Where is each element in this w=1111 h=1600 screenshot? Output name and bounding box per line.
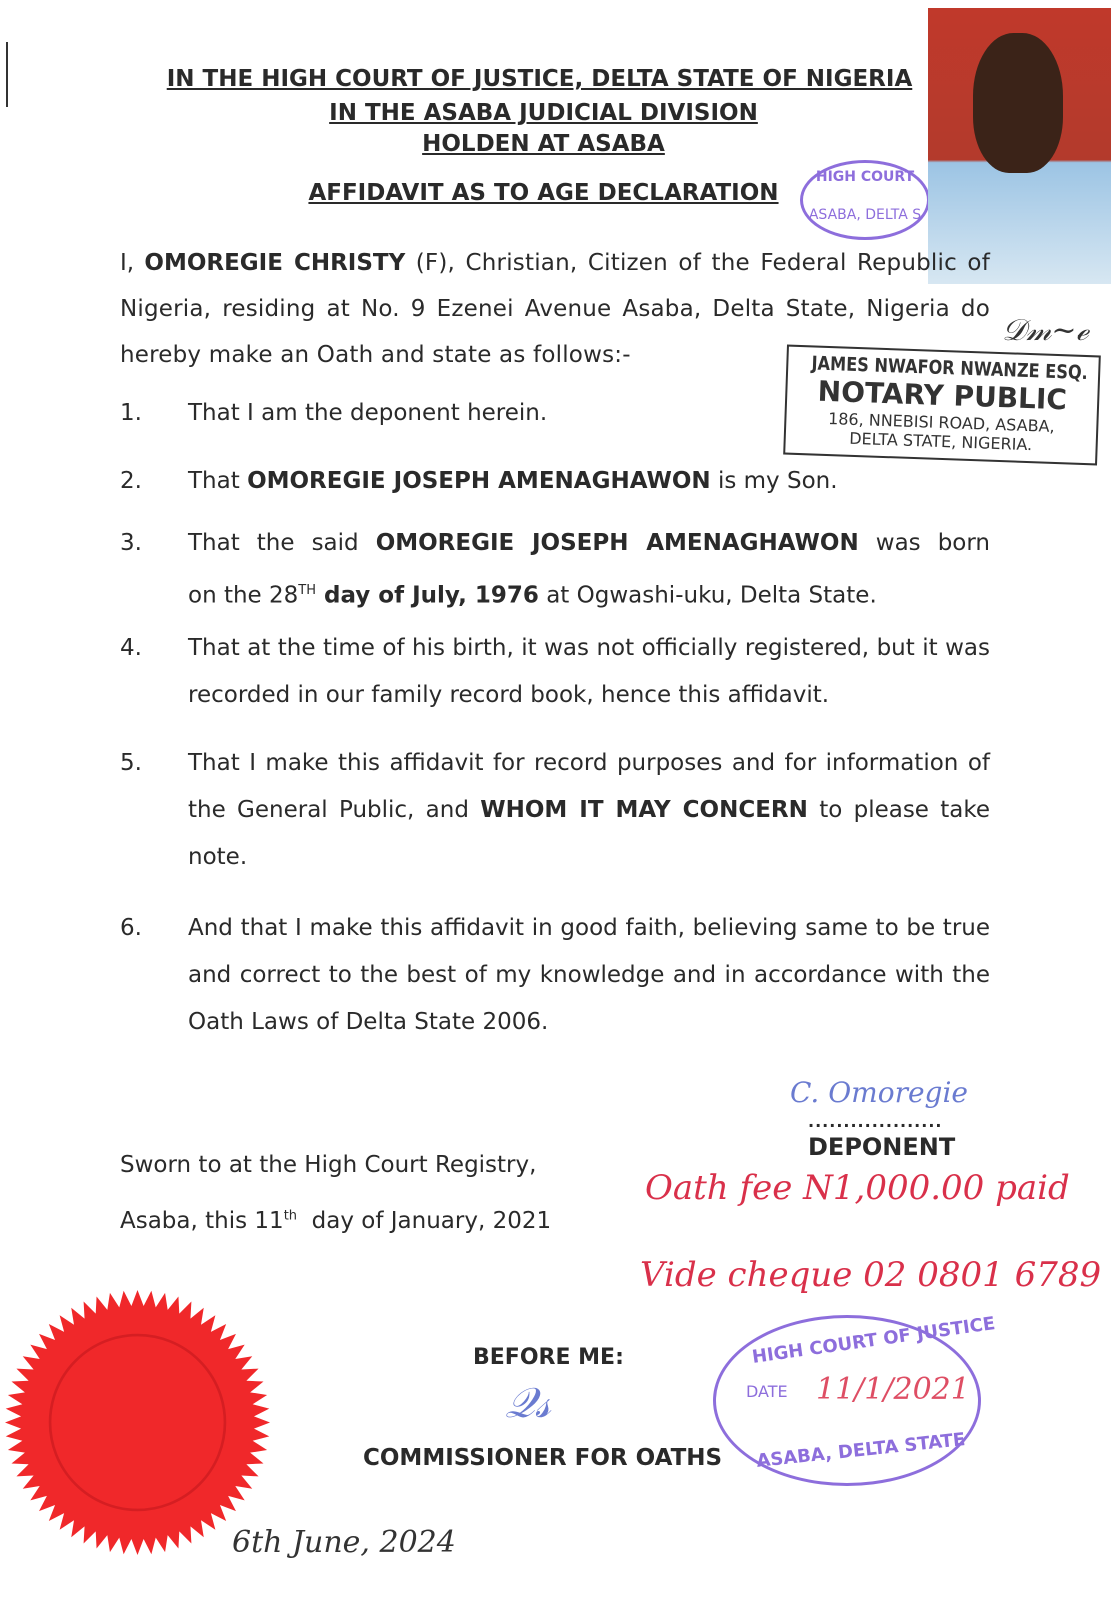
item-1 — [120, 390, 990, 437]
sworn-day-sup: th — [283, 1208, 298, 1224]
handwritten-date: 6th June, 2024 — [232, 1525, 456, 1560]
division-heading: IN THE ASABA JUDICIAL DIVISION — [329, 100, 758, 126]
deponent-name: OMOREGIE CHRISTY — [144, 250, 406, 276]
item-2 — [120, 458, 990, 505]
item-text: That I make this affidavit for record purposes and for information of the General Public, and — [188, 750, 990, 823]
item-4 — [120, 625, 990, 719]
deponent-signature: C. Omoregie — [790, 1076, 968, 1109]
notary-address-2: DELTA STATE, NIGERIA. — [848, 428, 1033, 455]
commissioner-label: COMMISSIONER FOR OATHS — [363, 1445, 723, 1471]
item-number: 4. — [120, 635, 142, 661]
item-number: 2. — [120, 468, 142, 494]
oath-fee-note: Oath fee N1,000.00 paid — [645, 1168, 1070, 1208]
item-text: That the said — [188, 530, 376, 556]
son-name: OMOREGIE JOSEPH AMENAGHAWON — [375, 530, 859, 556]
intro-prefix: I, — [120, 250, 145, 276]
court-stamp-bottom-text: ASABA, DELTA STATE — [755, 1429, 967, 1472]
notary-address-1: 186, NNEBISI ROAD, ASABA, — [827, 409, 1055, 436]
commissioner-signature: 𝒬𝓈 — [505, 1378, 551, 1427]
sworn-line-2 — [120, 1208, 551, 1234]
sworn-date: day of January, 2021 — [297, 1208, 552, 1234]
deponent-label: DEPONENT — [808, 1133, 956, 1161]
item-text: is my Son. — [710, 468, 838, 494]
item-number: 3. — [120, 530, 142, 556]
court-stamp-top-bottom-text: ASABA, DELTA S — [808, 207, 922, 223]
sworn-line-1: Sworn to at the High Court Registry, — [120, 1152, 537, 1178]
item-text: was born — [858, 530, 991, 556]
birth-place: at Ogwashi-uku, Delta State. — [538, 582, 877, 609]
court-heading: IN THE HIGH COURT OF JUSTICE, DELTA STATE OF NIGERIA — [166, 66, 913, 92]
court-stamp-date-label: DATE — [746, 1382, 788, 1401]
item-5 — [120, 740, 990, 881]
birth-date-pre: on the 28 — [188, 582, 299, 609]
notary-title: NOTARY PUBLIC — [817, 374, 1068, 417]
before-me-label: BEFORE ME: — [473, 1345, 624, 1370]
item-text: That I am the deponent herein. — [188, 400, 548, 426]
court-stamp-top — [800, 160, 930, 240]
sworn-place-day: Asaba, this 11 — [120, 1208, 284, 1234]
item-text: And that I make this affidavit in good faith, believing same to be true and correct to the best of my knowledge and in accordance with the Oath Laws of Delta State 2006. — [188, 915, 990, 1035]
court-stamp-bottom-top: HIGH COURT OF JUSTICE — [750, 1313, 997, 1368]
red-seal-icon — [5, 1290, 270, 1555]
cheque-note: Vide cheque 02 0801 6789 — [640, 1255, 1102, 1295]
court-stamp-date-value: 11/1/2021 — [816, 1372, 970, 1407]
item-number: 5. — [120, 750, 142, 776]
item-number: 1. — [120, 400, 142, 426]
whom-it-may-concern: WHOM IT MAY CONCERN — [480, 797, 808, 823]
son-name: OMOREGIE JOSEPH AMENAGHAWON — [247, 468, 711, 494]
notary-name: JAMES NWAFOR NWANZE ESQ. — [811, 352, 1089, 385]
item-number: 6. — [120, 915, 142, 941]
item-3 — [120, 520, 990, 620]
item-6 — [120, 905, 990, 1046]
document-title: AFFIDAVIT AS TO AGE DECLARATION — [308, 180, 779, 206]
photo-face — [973, 33, 1063, 173]
intro-text: (F), Christian, Citizen of the Federal Republic of Nigeria, residing at No. 9 Ezenei Avenue Asaba, Delta State, Nigeria do hereby make an Oath and state as follows:- — [120, 250, 990, 368]
holden-heading: HOLDEN AT ASABA — [422, 131, 665, 157]
birth-date: day of July, 1976 — [316, 582, 539, 609]
court-stamp-bottom — [713, 1313, 997, 1486]
signature-line: ................... — [808, 1112, 943, 1131]
notary-signature: 𝒟𝓂~ℯ — [1002, 313, 1089, 348]
item-text: That at the time of his birth, it was not officially registered, but it was recorded in our family record book, hence this affidavit. — [188, 635, 990, 708]
court-stamp-top-text: HIGH COURT — [815, 169, 915, 185]
birth-date-sup: TH — [298, 583, 317, 598]
item-text: to please take note. — [188, 797, 991, 870]
item-text: That — [188, 468, 248, 494]
